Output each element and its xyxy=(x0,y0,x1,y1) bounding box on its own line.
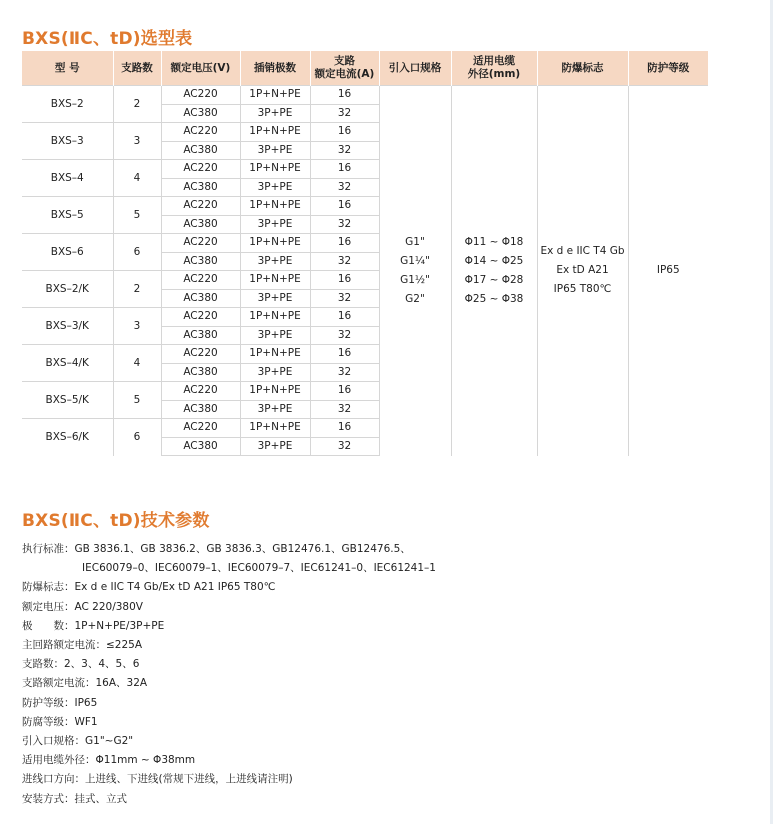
model-cell: BXS–2/K xyxy=(22,271,113,308)
param-line: 防腐等级：WF1 xyxy=(22,715,98,728)
poles-cell: 1P+N+PE xyxy=(240,123,310,142)
cable-diameter: Φ17 ~ Φ28 xyxy=(464,273,524,286)
model-cell: BXS–6/K xyxy=(22,419,113,456)
current-cell: 32 xyxy=(310,437,379,456)
voltage-cell: AC380 xyxy=(161,326,240,345)
branches-cell: 4 xyxy=(113,160,161,197)
header-protection: 防护等级 xyxy=(628,51,708,86)
header-cable-diameter: 适用电缆 外径(mm) xyxy=(451,51,537,86)
poles-cell: 1P+N+PE xyxy=(240,308,310,327)
poles-cell: 1P+N+PE xyxy=(240,345,310,364)
header-ex-mark: 防爆标志 xyxy=(537,51,628,86)
param-line: 防护等级：IP65 xyxy=(22,696,98,709)
branches-cell: 6 xyxy=(113,234,161,271)
current-cell: 16 xyxy=(310,382,379,401)
model-cell: BXS–5 xyxy=(22,197,113,234)
param-line: 支路数：2、3、4、5、6 xyxy=(22,658,140,671)
param-line: 极 数：1P+N+PE/3P+PE xyxy=(22,619,165,632)
branches-cell: 2 xyxy=(113,271,161,308)
current-cell: 16 xyxy=(310,160,379,179)
branches-cell: 5 xyxy=(113,382,161,419)
current-cell: 32 xyxy=(310,178,379,197)
voltage-cell: AC220 xyxy=(161,234,240,253)
selection-table xyxy=(22,51,708,456)
ex-mark-cell xyxy=(537,86,628,456)
header-branches: 支路数 xyxy=(113,51,161,86)
header-branch-current: 支路 额定电流(A) xyxy=(310,51,379,86)
current-cell: 16 xyxy=(310,419,379,438)
poles-cell: 1P+N+PE xyxy=(240,271,310,290)
voltage-cell: AC220 xyxy=(161,308,240,327)
param-line: 适用电缆外径：Φ11mm ~ Φ38mm xyxy=(22,754,196,767)
header-inlet: 引入口规格 xyxy=(379,51,451,86)
model-cell: BXS–5/K xyxy=(22,382,113,419)
poles-cell: 3P+PE xyxy=(240,252,310,271)
inlet-spec: G1" xyxy=(405,235,425,248)
table-body xyxy=(22,86,708,456)
param-line: 进线口方向：上进线、下进线(常规下进线，上进线请注明) xyxy=(22,773,293,786)
model-cell: BXS–4 xyxy=(22,160,113,197)
current-cell: 16 xyxy=(310,271,379,290)
branches-cell: 3 xyxy=(113,308,161,345)
poles-cell: 1P+N+PE xyxy=(240,234,310,253)
current-cell: 32 xyxy=(310,289,379,308)
header-voltage: 额定电压(V) xyxy=(161,51,240,86)
branches-cell: 5 xyxy=(113,197,161,234)
model-cell: BXS–6 xyxy=(22,234,113,271)
branches-cell: 2 xyxy=(113,86,161,123)
cable-diameter: Φ14 ~ Φ25 xyxy=(464,254,524,267)
current-cell: 16 xyxy=(310,123,379,142)
param-line: 引入口规格：G1"~G2" xyxy=(22,735,134,748)
param-line: 主回路额定电流：≤225A xyxy=(22,639,143,652)
poles-cell: 1P+N+PE xyxy=(240,382,310,401)
current-cell: 32 xyxy=(310,215,379,234)
voltage-cell: AC380 xyxy=(161,363,240,382)
current-cell: 32 xyxy=(310,400,379,419)
poles-cell: 3P+PE xyxy=(240,178,310,197)
poles-cell: 1P+N+PE xyxy=(240,419,310,438)
poles-cell: 1P+N+PE xyxy=(240,197,310,216)
voltage-cell: AC380 xyxy=(161,400,240,419)
protection-cell: IP65 xyxy=(628,86,708,456)
table-header-row xyxy=(22,51,708,86)
current-cell: 32 xyxy=(310,252,379,271)
param-line: 额定电压：AC 220/380V xyxy=(22,600,143,613)
voltage-cell: AC380 xyxy=(161,178,240,197)
current-cell: 16 xyxy=(310,197,379,216)
poles-cell: 3P+PE xyxy=(240,400,310,419)
param-line: 安装方式：挂式、立式 xyxy=(22,792,127,805)
current-cell: 32 xyxy=(310,104,379,123)
poles-cell: 3P+PE xyxy=(240,289,310,308)
inlet-spec: G1¼" xyxy=(400,254,430,267)
voltage-cell: AC220 xyxy=(161,160,240,179)
ex-mark-line: Ex d e IIC T4 Gb xyxy=(540,245,625,258)
model-cell: BXS–4/K xyxy=(22,345,113,382)
poles-cell: 1P+N+PE xyxy=(240,86,310,105)
ex-mark-line: IP65 T80℃ xyxy=(553,283,612,296)
voltage-cell: AC380 xyxy=(161,289,240,308)
branches-cell: 4 xyxy=(113,345,161,382)
poles-cell: 3P+PE xyxy=(240,215,310,234)
poles-cell: 3P+PE xyxy=(240,104,310,123)
voltage-cell: AC220 xyxy=(161,345,240,364)
poles-cell: 1P+N+PE xyxy=(240,160,310,179)
header-poles: 插销极数 xyxy=(240,51,310,86)
branches-cell: 3 xyxy=(113,123,161,160)
branches-cell: 6 xyxy=(113,419,161,456)
current-cell: 16 xyxy=(310,345,379,364)
current-cell: 32 xyxy=(310,141,379,160)
current-cell: 16 xyxy=(310,308,379,327)
current-cell: 16 xyxy=(310,234,379,253)
poles-cell: 3P+PE xyxy=(240,326,310,345)
cable-diameter: Φ11 ~ Φ18 xyxy=(464,235,524,248)
params-list xyxy=(22,540,436,809)
current-cell: 32 xyxy=(310,363,379,382)
cable-diameter: Φ25 ~ Φ38 xyxy=(464,292,524,305)
voltage-cell: AC380 xyxy=(161,141,240,160)
model-cell: BXS–3 xyxy=(22,123,113,160)
voltage-cell: AC380 xyxy=(161,437,240,456)
header-model: 型 号 xyxy=(22,51,113,86)
param-line: IEC60079–0、IEC60079–1、IEC60079–7、IEC61241–0、IEC61241–1 xyxy=(82,562,436,575)
voltage-cell: AC220 xyxy=(161,123,240,142)
inlet-spec: G1½" xyxy=(400,273,430,286)
current-cell: 16 xyxy=(310,86,379,105)
voltage-cell: AC380 xyxy=(161,215,240,234)
model-cell: BXS–3/K xyxy=(22,308,113,345)
voltage-cell: AC220 xyxy=(161,271,240,290)
current-cell: 32 xyxy=(310,326,379,345)
voltage-cell: AC380 xyxy=(161,252,240,271)
param-line: 执行标准：GB 3836.1、GB 3836.2、GB 3836.3、GB12476.1、GB12476.5、 xyxy=(22,543,411,555)
voltage-cell: AC220 xyxy=(161,382,240,401)
inlet-spec: G2" xyxy=(405,292,425,305)
poles-cell: 3P+PE xyxy=(240,437,310,456)
poles-cell: 3P+PE xyxy=(240,363,310,382)
cable-diameter-cell xyxy=(451,86,537,456)
model-cell: BXS–2 xyxy=(22,86,113,123)
selection-table-title: BXS(ⅡC、tD)选型表 xyxy=(22,29,193,49)
voltage-cell: AC220 xyxy=(161,419,240,438)
ex-mark-line: Ex tD A21 xyxy=(556,264,609,277)
poles-cell: 3P+PE xyxy=(240,141,310,160)
param-line: 支路额定电流：16A、32A xyxy=(22,677,148,690)
inlet-spec-cell xyxy=(379,86,451,456)
params-title: BXS(ⅡC、tD)技术参数 xyxy=(22,511,210,531)
voltage-cell: AC220 xyxy=(161,197,240,216)
voltage-cell: AC380 xyxy=(161,104,240,123)
table-row xyxy=(22,86,708,105)
voltage-cell: AC220 xyxy=(161,86,240,105)
param-line: 防爆标志：Ex d e IIC T4 Gb/Ex tD A21 IP65 T80℃ xyxy=(22,581,276,594)
